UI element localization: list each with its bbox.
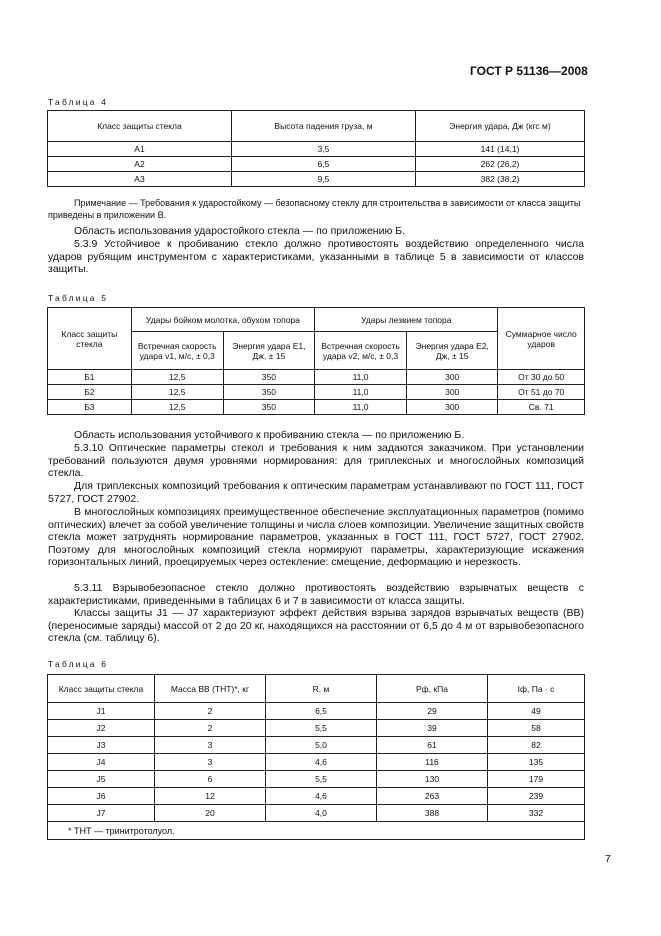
table-cell: 58	[488, 720, 585, 737]
paragraph: В многослойных композициях преимущественное обеспечение эксплуатационных параметров (помимо оптических) влечет за собой увеличение толщины и числа слоев композиции. Увеличение защитных свойств стекла может затруднять нормирование параметров, указанных в ГОСТ 111, ГОСТ 5727, ГОСТ 27902. Поэтому для многослойных композиций стекла нормируют параметры, характеризующие искажения горизонтальных линий, проецируемых через остекление: смещение, деформацию и нерезкость.	[48, 506, 584, 568]
table6-header: Класс защиты стекла	[48, 675, 155, 703]
page-number: 7	[605, 853, 611, 865]
table5-header: Встречная скорость удара v2, м/с, ± 0,3	[315, 332, 407, 370]
table-cell: 350	[223, 385, 314, 400]
table-cell: 12	[155, 788, 266, 805]
table-cell: 6	[155, 771, 266, 788]
table-cell: 82	[488, 737, 585, 754]
table-row	[48, 754, 585, 771]
table5-header: Энергия удара Е1, Дж, ± 15	[223, 332, 314, 370]
table5-header: Энергия удара Е2, Дж, ± 15	[407, 332, 498, 370]
paragraph: Область использования устойчивого к пробиванию стекла — по приложению Б.	[74, 429, 465, 441]
table-cell: 388	[377, 805, 488, 822]
table-row	[48, 142, 585, 157]
table-row	[48, 400, 585, 415]
table-cell: 39	[377, 720, 488, 737]
table-cell: 2	[155, 720, 266, 737]
table-cell: 130	[377, 771, 488, 788]
table-row	[48, 805, 585, 822]
table-cell: 332	[488, 805, 585, 822]
table-cell: 5,0	[266, 737, 377, 754]
table-cell: 141 (14,1)	[416, 142, 585, 157]
paragraph: Классы защиты J1 — J7 характеризуют эффект действия взрыва зарядов взрывчатых веществ (ВВ) (переносимые заряды) массой от 2 до 20 кг, находящихся на расстоянии от 6,5 до 4 м от взрывобезопасного стекла (см. таблицу 6).	[48, 607, 584, 644]
table-cell: 300	[407, 400, 498, 415]
table-cell: 4,6	[266, 788, 377, 805]
table-cell: 6,5	[232, 157, 416, 172]
table-cell: 116	[377, 754, 488, 771]
table-cell: 49	[488, 703, 585, 720]
table4-header: Класс защиты стекла	[48, 111, 232, 142]
table-cell: 61	[377, 737, 488, 754]
table-cell: 239	[488, 788, 585, 805]
table-cell: J6	[48, 788, 155, 805]
table-row	[48, 157, 585, 172]
table-cell: 300	[407, 370, 498, 385]
table-row	[48, 737, 585, 754]
table-cell: 11,0	[315, 385, 407, 400]
table-cell: 6,5	[266, 703, 377, 720]
table5-caption: Таблица 5	[48, 293, 109, 303]
table4-header: Высота падения груза, м	[232, 111, 416, 142]
table-cell: А3	[48, 172, 232, 187]
table-row	[48, 720, 585, 737]
table-cell: 263	[377, 788, 488, 805]
table-cell: 29	[377, 703, 488, 720]
table5-header: Суммарное число ударов	[498, 308, 585, 370]
table-cell: J1	[48, 703, 155, 720]
table6-header: Iф, Па · с	[488, 675, 585, 703]
table6-header: Pф, кПа	[377, 675, 488, 703]
table4-note: Примечание — Требования к ударостойкому — безопасному стеклу для строительства в зависимости от класса защиты приведены в приложении В.	[48, 198, 581, 220]
table-cell: Св. 71	[498, 400, 585, 415]
paragraph-5-3-9: 5.3.9 Устойчивое к пробиванию стекло должно противостоять воздействию определенного числа ударов рубящим инструментом с характеристиками, указанными в таблице 5 в зависимости от классов защиты.	[48, 238, 584, 275]
table-cell: J4	[48, 754, 155, 771]
table-cell: 5,5	[266, 720, 377, 737]
table-cell: 4,6	[266, 754, 377, 771]
table4	[47, 110, 585, 187]
paragraph-5-3-10: 5.3.10 Оптические параметры стекол и требования к ним задаются заказчиком. При установлении требований пользуются двумя уровнями нормирования: для триплексных и многослойных композиций стекла.	[48, 442, 584, 479]
table-cell: 262 (26,2)	[416, 157, 585, 172]
table-row	[48, 385, 585, 400]
table-cell: От 51 до 70	[498, 385, 585, 400]
table-row	[48, 370, 585, 385]
table6-header: R, м	[266, 675, 377, 703]
table-cell: 11,0	[315, 400, 407, 415]
table6-footnote: * ТНТ — тринитротолуол.	[48, 822, 585, 840]
table-cell: 3,5	[232, 142, 416, 157]
table-cell: J5	[48, 771, 155, 788]
table6	[47, 674, 585, 840]
table-cell: Б2	[48, 385, 132, 400]
table-cell: 179	[488, 771, 585, 788]
table-cell: 3	[155, 737, 266, 754]
table-cell: Б3	[48, 400, 132, 415]
table5-header: Встречная скорость удара v1, м/с, ± 0,3	[131, 332, 223, 370]
table-cell: Б1	[48, 370, 132, 385]
table5-header: Удары лезвием топора	[315, 308, 498, 332]
table6-caption: Таблица 6	[48, 659, 109, 669]
table-cell: 2	[155, 703, 266, 720]
table-cell: А2	[48, 157, 232, 172]
table5	[47, 307, 585, 415]
table-row	[48, 703, 585, 720]
table-cell: 12,5	[131, 400, 223, 415]
table4-caption: Таблица 4	[48, 97, 109, 107]
table-cell: 4,0	[266, 805, 377, 822]
table-cell: 350	[223, 370, 314, 385]
paragraph: Область использования ударостойкого стекла — по приложению Б.	[74, 225, 406, 237]
table-cell: J2	[48, 720, 155, 737]
table-cell: 12,5	[131, 385, 223, 400]
document-header: ГОСТ Р 51136—2008	[470, 64, 588, 78]
table-cell: J7	[48, 805, 155, 822]
table-cell: 12,5	[131, 370, 223, 385]
table-cell: 350	[223, 400, 314, 415]
table-cell: 3	[155, 754, 266, 771]
table-cell: 9,5	[232, 172, 416, 187]
table-row	[48, 788, 585, 805]
table-cell: J3	[48, 737, 155, 754]
table-row	[48, 172, 585, 187]
table-cell: 5,5	[266, 771, 377, 788]
table-cell: 300	[407, 385, 498, 400]
table-cell: 382 (38,2)	[416, 172, 585, 187]
table-cell: 20	[155, 805, 266, 822]
table4-header: Энергия удара, Дж (кгс м)	[416, 111, 585, 142]
table-row	[48, 771, 585, 788]
table-cell: 135	[488, 754, 585, 771]
table-cell: А1	[48, 142, 232, 157]
table-cell: 11,0	[315, 370, 407, 385]
paragraph-5-3-11: 5.3.11 Взрывобезопасное стекло должно противостоять воздействию взрывчатых веществ с характеристиками, приведенными в таблицах 6 и 7 в зависимости от класса защиты.	[48, 582, 584, 607]
table-cell: От 30 до 50	[498, 370, 585, 385]
table5-header: Класс защиты стекла	[48, 308, 132, 370]
paragraph: Для триплексных композиций требования к оптическим параметрам устанавливают по ГОСТ 111, ГОСТ 5727, ГОСТ 27902.	[48, 480, 584, 505]
table5-header: Удары бойком молотка, обухом топора	[131, 308, 314, 332]
table6-header: Масса ВВ (ТНТ)*, кг	[155, 675, 266, 703]
